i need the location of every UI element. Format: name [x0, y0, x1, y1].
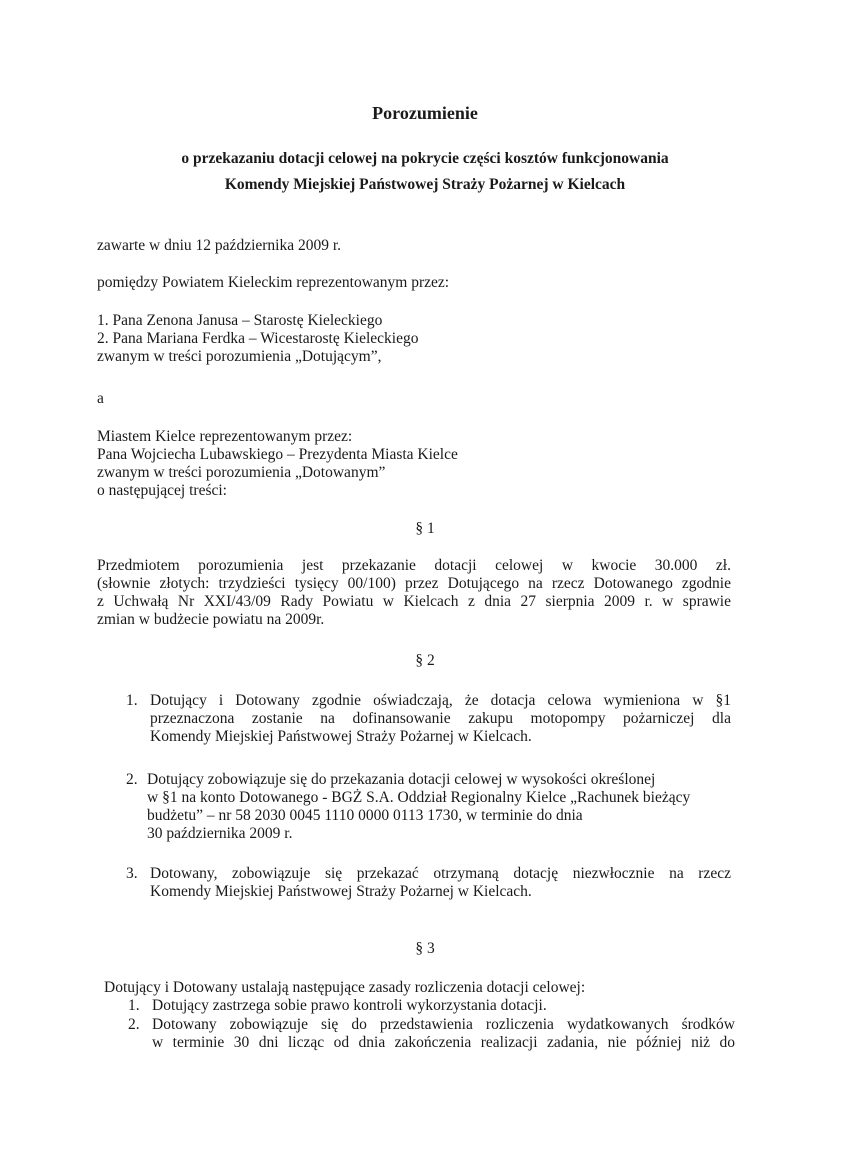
section-3-item-1-number: 1.	[128, 997, 140, 1014]
named-dotowany: zwanym w treści porozumienia „Dotowanym”	[97, 464, 386, 481]
named-dotujacy: zwanym w treści porozumienia „Dotującym”,	[97, 348, 382, 365]
section-2-item-3-line-2: Komendy Miejskiej Państwowej Straży Pożarnej w Kielcach.	[150, 883, 532, 900]
section-1-line-1: Przedmiotem porozumienia jest przekazanie dotacji celowej w kwocie 30.000 zł.	[97, 557, 731, 574]
section-1-line-4: zmian w budżecie powiatu na 2009r.	[97, 611, 325, 628]
section-3-intro: Dotujący i Dotowany ustalają następujące zasady rozliczenia dotacji celowej:	[104, 979, 586, 996]
section-2-item-2-line-3: budżetu” – nr 58 2030 0045 1110 0000 0113 1730, w terminie do dnia	[147, 807, 583, 824]
section-2-item-1-line-3: Komendy Miejskiej Państwowej Straży Pożarnej w Kielcach.	[150, 728, 532, 745]
section-2-item-3-number: 3.	[126, 865, 138, 882]
section-3-heading: § 3	[415, 940, 435, 957]
section-2-item-1-line-2: przeznaczona zostanie na dofinansowanie zakupu motopompy pożarniczej dla	[150, 710, 731, 727]
section-2-item-2-line-4: 30 października 2009 r.	[147, 825, 293, 842]
between-line: pomiędzy Powiatem Kieleckim reprezentowanym przez:	[97, 274, 450, 291]
section-3-item-2-line-2: w terminie 30 dni licząc od dnia zakończenia realizacji zadania, nie później niż do	[152, 1034, 735, 1051]
section-3-item-2-line-1: Dotowany zobowiązuje się do przedstawienia rozliczenia wydatkowanych środków	[152, 1016, 735, 1033]
section-2-item-1-number: 1.	[126, 692, 138, 709]
and-conjunction: a	[97, 390, 104, 407]
section-2-item-2-number: 2.	[126, 771, 138, 788]
city-line: Miastem Kielce reprezentowanym przez:	[97, 428, 353, 445]
document-subtitle-line1: o przekazaniu dotacji celowej na pokrycie części kosztów funkcjonowania	[181, 150, 669, 167]
representative-2: 2. Pana Mariana Ferdka – Wicestarostę Kieleckiego	[97, 330, 419, 347]
section-1-heading: § 1	[415, 520, 435, 537]
document-title: Porozumienie	[372, 103, 478, 123]
section-1-line-3: z Uchwałą Nr XXI/43/09 Rady Powiatu w Kielcach z dnia 27 sierpnia 2009 r. w sprawie	[97, 593, 731, 610]
section-2-item-1-line-1: Dotujący i Dotowany zgodnie oświadczają, że dotacja celowa wymieniona w §1	[150, 692, 731, 709]
section-2-item-2-line-1: Dotujący zobowiązuje się do przekazania dotacji celowej w wysokości określonej	[147, 771, 656, 788]
section-3-item-2-number: 2.	[128, 1016, 140, 1033]
section-2-heading: § 2	[415, 652, 435, 669]
section-2-item-2-line-2: w §1 na konto Dotowanego - BGŻ S.A. Oddział Regionalny Kielce „Rachunek bieżący	[147, 789, 691, 806]
document-subtitle-line2: Komendy Miejskiej Państwowej Straży Pożarnej w Kielcach	[224, 176, 626, 193]
city-representative: Pana Wojciecha Lubawskiego – Prezydenta Miasta Kielce	[97, 446, 458, 463]
section-2-item-3-line-1: Dotowany, zobowiązuje się przekazać otrzymaną dotację niezwłocznie na rzecz	[150, 865, 731, 882]
section-1-line-2: (słownie złotych: trzydzieści tysięcy 00/100) przez Dotującego na rzecz Dotowanego zgodnie	[97, 575, 731, 592]
section-3-item-1-text: Dotujący zastrzega sobie prawo kontroli wykorzystania dotacji.	[152, 997, 547, 1014]
date-line: zawarte w dniu 12 października 2009 r.	[97, 237, 342, 254]
content-intro: o następującej treści:	[97, 482, 227, 499]
representative-1: 1. Pana Zenona Janusa – Starostę Kieleckiego	[97, 312, 383, 329]
